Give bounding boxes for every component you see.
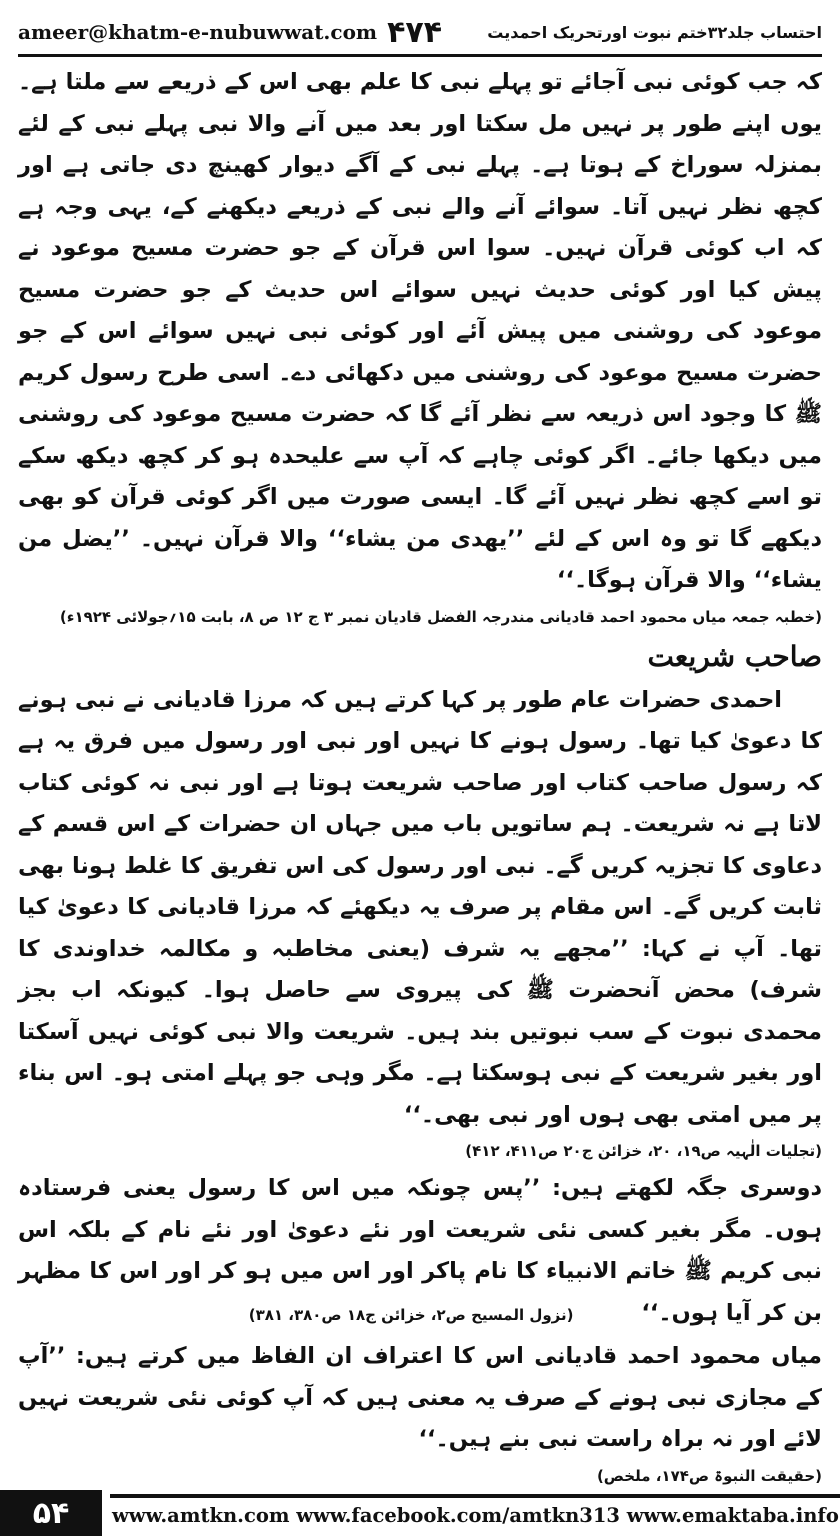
section-heading: صاحب شریعت	[647, 639, 822, 673]
footer-page-number: ۵۴	[0, 1490, 102, 1536]
paragraph-1: کہ جب کوئی نبی آجائے تو پہلے نبی کا علم بھی اس کے ذریعے سے ملتا ہے۔ یوں اپنے طور پر نہیں مل سکتا اور بعد میں آنے والا نبی پہلے نبی کے لئے بمنزلہ سوراخ کے ہوتا ہے۔ پہلے نبی کے آگے دیوار کھینچ دی جاتی ہے اور کچھ نظر نہیں آتا۔ سوائے آنے والے نبی کے ذریعے دیکھنے کے، یہی وجہ ہے کہ اب کوئی قرآن نہیں۔ سوا اس قرآن کے جو حضرت مسیح موعود نے پیش کیا اور کوئی حدیث نہیں سوائے اس حدیث کے جو حضرت مسیح موعود کی روشنی میں پیش آئے اور کوئی نبی نہیں سوائے اس کے جو حضرت مسیح موعود کی روشنی میں دکھائی دے۔ اسی طرح رسول کریم ﷺ کا وجود اس ذریعہ سے نظر آئے گا کہ حضرت مسیح موعود کی روشنی میں دیکھا جائے۔ اگر کوئی چاہے کہ آپ سے علیحدہ ہو کر کچھ دیکھ سکے تو اسے کچھ نظر نہیں آئے گا۔ ایسی صورت میں اگر کوئی قرآن کو بھی دیکھے گا تو وہ اس کے لئے ’’یهدی من یشاء‘‘ والا قرآن نہیں۔ ’’یضل من یشاء‘‘ والا قرآن ہوگا۔‘‘	[18, 69, 822, 593]
header-email: ameer@khatm-e-nubuwwat.com	[18, 20, 378, 44]
page-footer	[0, 1490, 840, 1540]
citation-4: (حقیقت النبوۃ ص۱۷۴، ملخص)	[596, 1466, 822, 1485]
page-header	[18, 10, 822, 57]
paragraph-2: احمدی حضرات عام طور پر کہا کرتے ہیں کہ مرزا قادیانی نے نبی ہونے کا دعویٰ کیا تھا۔ رسول ہونے کا نہیں اور نبی اور رسول میں فرق یہ ہے کہ رسول صاحب کتاب اور صاحب شریعت ہوتا ہے اور نبی نہ کوئی کتاب لاتا ہے نہ شریعت۔ ہم ساتویں باب میں جہاں ان حضرات کے اس قسم کے دعاوی کا تجزیہ کریں گے۔ نبی اور رسول کی اس تفریق کا غلط ہونا بھی ثابت کریں گے۔ اس مقام پر صرف یہ دیکھئے کہ مرزا قادیانی کا دعویٰ کیا تھا۔ آپ نے کہا: ’’مجھے یہ شرف (یعنی مخاطبہ و مکالمہ خداوندی کا شرف) محض آنحضرت ﷺ کی پیروی سے حاصل ہوا۔ کیونکہ اب بجز محمدی نبوت کے سب نبوتیں بند ہیں۔ شریعت والا نبی کوئی نہیں آسکتا اور بغیر شریعت کے نبی ہوسکتا ہے۔ مگر وہی جو پہلے امتی ہو۔ اس بناء پر میں امتی بھی ہوں اور نبی بھی۔‘‘	[18, 686, 822, 1128]
citation-3: (نزول المسیح ص۲، خزائن ج۱۸ ص۳۸۰، ۳۸۱)	[248, 1305, 574, 1324]
footer-rule	[110, 1494, 840, 1498]
paragraph-3-text: دوسری جگہ لکھتے ہیں: ’’پس چونکہ میں اس کا رسول یعنی فرستادہ ہوں۔ مگر بغیر کسی نئی شریعت اور نئے دعویٰ اور نئے نام کے بلکہ اس نبی کریم ﷺ خاتم الانبیاء کا نام پاکر اور اس میں ہو کر اور اس کا مظہر بن کر آیا ہوں۔‘‘	[18, 1175, 822, 1326]
citation-1: (خطبہ جمعہ میاں محمود احمد قادیانی مندرجہ الفضل قادیان نمبر ۳ ج ۱۲ ص ۸، بابت ۱۵؍جولائی ۱۹۲۴ء)	[59, 607, 822, 626]
citation-2: (تجلیات الٰہیہ ص۱۹، ۲۰، خزائن ج۲۰ ص۴۱۱، ۴۱۲)	[465, 1142, 822, 1160]
page-body	[18, 62, 822, 1493]
paragraph-4: میاں محمود احمد قادیانی اس کا اعتراف ان الفاظ میں کرتے ہیں: ’’آپ کے مجازی نبی ہونے کے صرف یہ معنی ہیں کہ آپ کوئی نئی شریعت نہیں لائے اور نہ براہ راست نبی بنے ہیں۔‘‘	[18, 1343, 822, 1452]
header-page-number: ۴۷۴	[387, 14, 443, 50]
footer-website-links[interactable]: www.amtkn.com www.facebook.com/amtkn313 www.emaktaba.info	[112, 1504, 839, 1527]
paragraph-3	[18, 1168, 822, 1336]
header-left-group	[18, 15, 442, 50]
header-book-title: احتساب جلد۳۲ختم نبوت اورتحریک احمدیت	[487, 22, 822, 42]
